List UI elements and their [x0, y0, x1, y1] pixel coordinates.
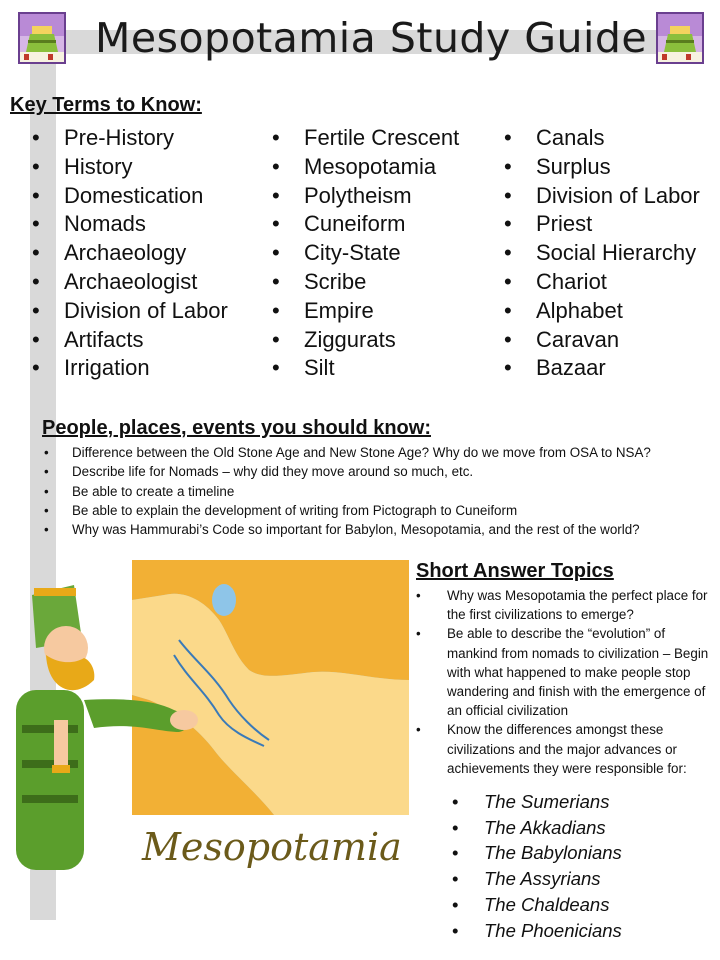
list-item: • Social Hierarchy	[504, 239, 700, 268]
list-item: • Alphabet	[504, 297, 700, 326]
list-item: • Division of Labor	[32, 297, 228, 326]
list-item: • Describe life for Nomads – why did they move around so much, etc.	[44, 462, 651, 481]
list-item: • Mesopotamia	[272, 153, 459, 182]
list-item: • Why was Hammurabi’s Code so important for Babylon, Mesopotamia, and the rest of the world?	[44, 520, 651, 539]
list-item: • Canals	[504, 124, 700, 153]
list-item: • Be able to explain the development of writing from Pictograph to Cuneiform	[44, 501, 651, 520]
list-item: • Pre-History	[32, 124, 228, 153]
civilizations-list	[452, 789, 622, 943]
list-item: • Difference between the Old Stone Age and New Stone Age? Why do we move from OSA to NSA?	[44, 443, 651, 462]
list-item: • Be able to describe the “evolution” of mankind from nomads to civilization – Begin with what happened to make people stop wandering and finish with the emergence of an official civilization	[416, 624, 716, 720]
list-item: • Polytheism	[272, 182, 459, 211]
list-item: • The Assyrians	[452, 866, 622, 892]
key-terms-column-2	[272, 124, 459, 383]
key-terms-column-3	[504, 124, 700, 383]
list-item: • Silt	[272, 354, 459, 383]
list-item: • Archaeology	[32, 239, 228, 268]
ziggurat-picture-right	[656, 12, 704, 64]
mesopotamia-map-illustration	[14, 560, 409, 880]
key-terms-heading: Key Terms to Know:	[10, 94, 202, 116]
key-terms-column-1	[32, 124, 228, 383]
list-item: • Domestication	[32, 182, 228, 211]
list-item: • Know the differences amongst these civilizations and the major advances or achievements they were responsible for:	[416, 720, 716, 778]
list-item: • Be able to create a timeline	[44, 482, 651, 501]
page-title: Mesopotamia Study Guide	[95, 14, 648, 62]
short-answer-heading: Short Answer Topics	[416, 560, 614, 582]
list-item: • Ziggurats	[272, 326, 459, 355]
list-item: • Priest	[504, 210, 700, 239]
list-item: • Irrigation	[32, 354, 228, 383]
list-item: • Archaeologist	[32, 268, 228, 297]
list-item: • The Phoenicians	[452, 918, 622, 944]
list-item: • Cuneiform	[272, 210, 459, 239]
list-item: • Surplus	[504, 153, 700, 182]
list-item: • The Sumerians	[452, 789, 622, 815]
list-item: • Bazaar	[504, 354, 700, 383]
list-item: • Nomads	[32, 210, 228, 239]
list-item: • Why was Mesopotamia the perfect place for the first civilizations to emerge?	[416, 586, 716, 624]
list-item: • Empire	[272, 297, 459, 326]
list-item: • History	[32, 153, 228, 182]
ziggurat-picture-left	[18, 12, 66, 64]
list-item: • Scribe	[272, 268, 459, 297]
map-caption: Mesopotamia	[142, 825, 402, 869]
list-item: • The Akkadians	[452, 815, 622, 841]
lake	[212, 584, 236, 616]
list-item: • Division of Labor	[504, 182, 700, 211]
list-item: • City-State	[272, 239, 459, 268]
people-heading: People, places, events you should know:	[42, 417, 431, 439]
list-item: • Artifacts	[32, 326, 228, 355]
list-item: • Fertile Crescent	[272, 124, 459, 153]
list-item: • The Babylonians	[452, 840, 622, 866]
list-item: • Caravan	[504, 326, 700, 355]
list-item: • The Chaldeans	[452, 892, 622, 918]
people-list	[44, 443, 651, 539]
list-item: • Chariot	[504, 268, 700, 297]
short-answer-list	[416, 586, 716, 778]
